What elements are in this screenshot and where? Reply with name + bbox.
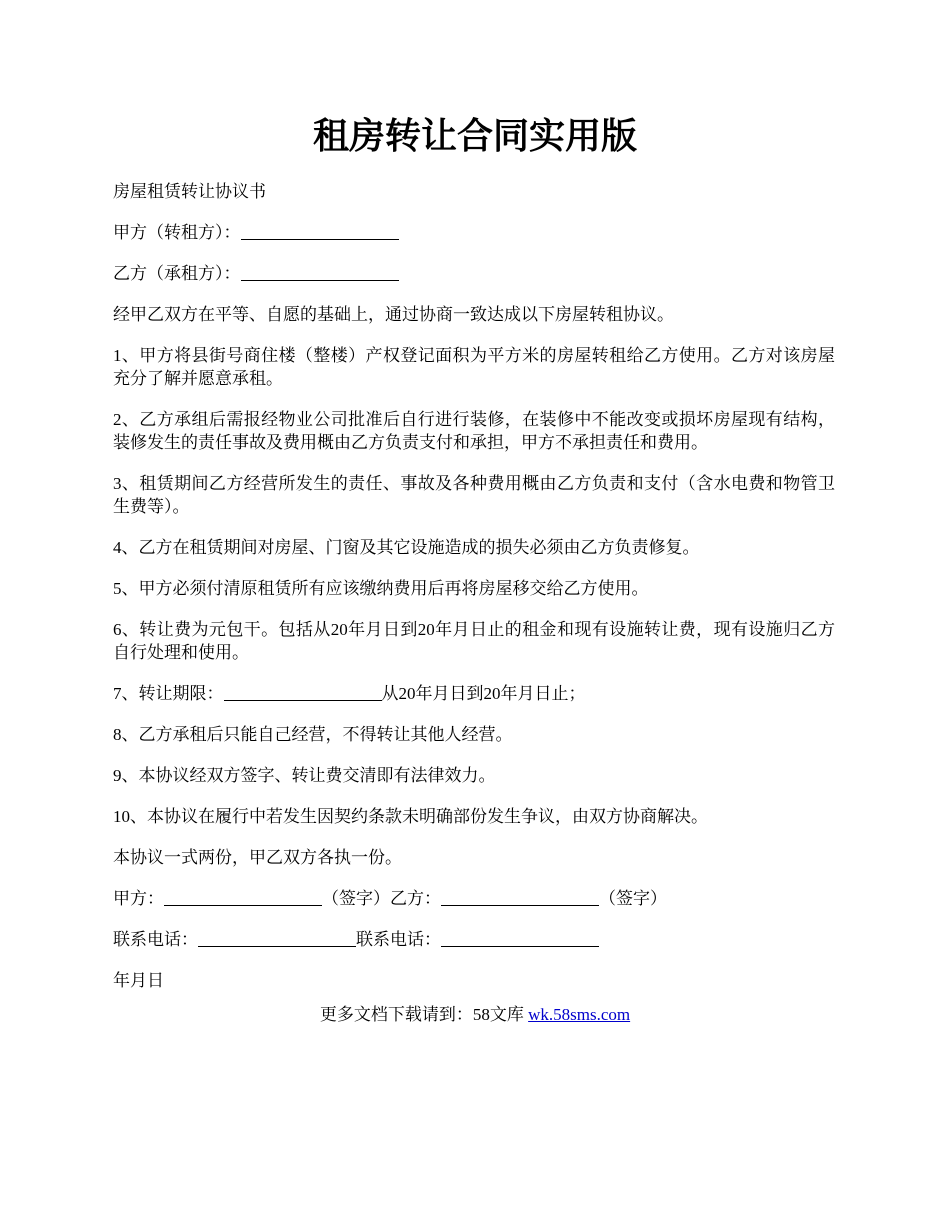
clause-2: 2、乙方承组后需报经物业公司批准后自行进行装修，在装修中不能改变或损坏房屋现有结构，装修发生的责任事故及费用概由乙方负责支付和承担，甲方不承担责任和费用。 <box>113 410 835 452</box>
download-footer <box>0 1003 950 1026</box>
clause-7-prefix: 7、转让期限： <box>113 684 224 703</box>
clause-8: 8、乙方承租后只能自己经营，不得转让其他人经营。 <box>113 725 513 744</box>
transfer-period-blank[interactable] <box>224 683 382 701</box>
party-a-signature-blank[interactable] <box>164 888 322 906</box>
clause-7-suffix: 从20年月日到20年月日止； <box>381 684 586 703</box>
clause-10: 10、本协议在履行中若发生因契约条款未明确部份发生争议，由双方协商解决。 <box>113 807 708 826</box>
party-a-line <box>113 221 835 244</box>
party-a-phone-blank[interactable] <box>198 929 356 947</box>
party-b-blank[interactable] <box>241 263 399 281</box>
party-a-label: 甲方（转租方）： <box>113 223 241 242</box>
party-b-phone-blank[interactable] <box>441 929 599 947</box>
agreement-heading: 房屋租赁转让协议书 <box>113 182 266 201</box>
clause-4: 4、乙方在租赁期间对房屋、门窗及其它设施造成的损失必须由乙方负责修复。 <box>113 538 700 557</box>
party-a-sign-suffix: （签字）乙方： <box>322 889 441 908</box>
party-b-phone-label: 联系电话： <box>356 930 441 949</box>
footer-link[interactable]: wk.58sms.com <box>528 1005 631 1024</box>
clause-3: 3、租赁期间乙方经营所发生的责任、事故及各种费用概由乙方负责和支付（含水电费和物管卫生费等）。 <box>113 474 835 516</box>
party-b-sign-suffix: （签字） <box>599 889 667 908</box>
party-b-line <box>113 262 835 285</box>
date-line: 年月日 <box>113 971 164 990</box>
party-a-phone-label: 联系电话： <box>113 930 198 949</box>
signature-line <box>113 887 835 910</box>
phone-line <box>113 928 835 951</box>
clause-6: 6、转让费为元包干。包括从20年月日到20年月日止的租金和现有设施转让费，现有设施归乙方自行处理和使用。 <box>113 620 835 662</box>
party-b-signature-blank[interactable] <box>441 888 599 906</box>
copies-statement: 本协议一式两份，甲乙双方各执一份。 <box>113 848 402 867</box>
clause-7 <box>113 682 835 705</box>
footer-text: 更多文档下载请到：58文库 <box>319 1005 529 1024</box>
intro-paragraph: 经甲乙双方在平等、自愿的基础上，通过协商一致达成以下房屋转租协议。 <box>113 305 674 324</box>
document-title: 租房转让合同实用版 <box>312 116 637 156</box>
party-a-sign-label: 甲方： <box>113 889 164 908</box>
clause-5: 5、甲方必须付清原租赁所有应该缴纳费用后再将房屋移交给乙方使用。 <box>113 579 649 598</box>
clause-9: 9、本协议经双方签字、转让费交清即有法律效力。 <box>113 766 496 785</box>
clause-1: 1、甲方将县街号商住楼（整楼）产权登记面积为平方米的房屋转租给乙方使用。乙方对该房屋充分了解并愿意承租。 <box>113 346 835 388</box>
document-body <box>113 180 835 1010</box>
party-a-blank[interactable] <box>241 222 399 240</box>
party-b-label: 乙方（承租方）： <box>113 264 241 283</box>
